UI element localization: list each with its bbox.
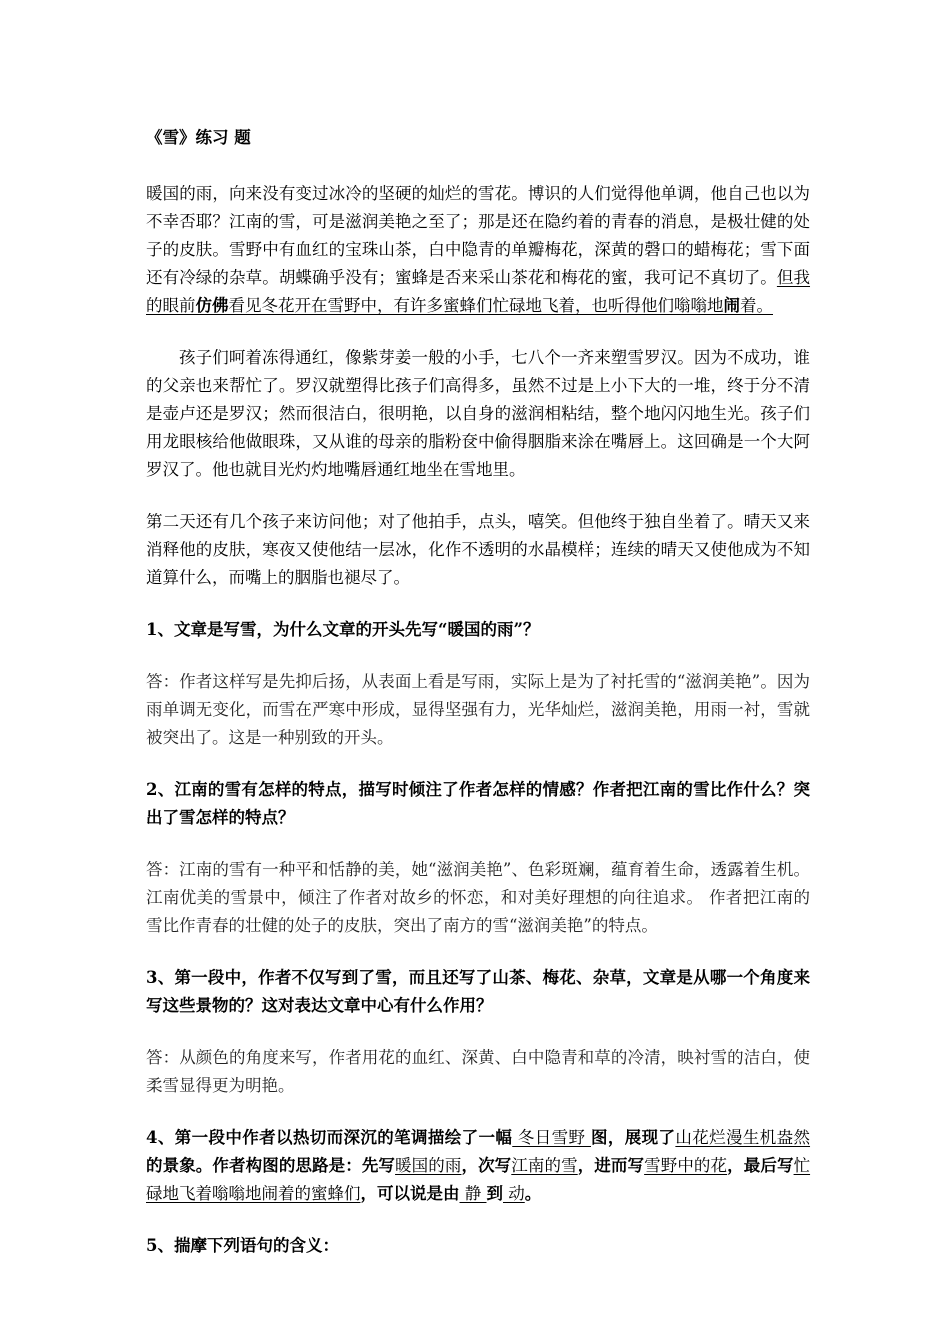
passage-p1-bold-fangfu: 仿佛: [195, 296, 229, 315]
question-1: 1、文章是写雪，为什么文章的开头先写“暖国的雨”？: [146, 620, 540, 639]
q4-text-3: 的景象。作者构图的思路是：先写: [146, 1156, 396, 1175]
q4-fill-7: 静: [459, 1184, 487, 1203]
passage-p1-underlined-2: 看见冬花开在雪野中，有许多蜜蜂们忙碌地飞着，也听得他们嗡嗡地: [228, 296, 724, 315]
q4-text-5: ，进而写: [577, 1156, 645, 1175]
q4-text-8: 到: [486, 1184, 503, 1203]
passage-p1-bold-nao: 闹: [723, 296, 740, 315]
answer-1: 答：作者这样写是先抑后扬，从表面上看是写雨，实际上是为了衬托雪的“滋润美艳”。因为雨单调无变化，而雪在严寒中形成，显得坚强有力，光华灿烂，滋润美艳，用雨一衬，雪就被突出了。这是一种别致的开头。: [146, 672, 810, 747]
q4-fill-6: 忙碌地飞着嗡嗡地闹着的蜜蜂们: [146, 1156, 811, 1203]
q4-text-6: ，最后写: [727, 1156, 794, 1175]
q4-fill-5: 雪野中的花: [644, 1156, 728, 1175]
passage-paragraph-3: 第二天还有几个孩子来访问他；对了他拍手，点头，嘻笑。但他终于独自坐着了。晴天又来消释他的皮肤，寒夜又使他结一层冰，化作不透明的水晶模样；连续的晴天又使他成为不知道算什么，而嘴上的胭脂也褪尽了。: [146, 512, 810, 587]
q4-text-1: 4、第一段中作者以热切而深沉的笔调描绘了一幅: [146, 1128, 513, 1147]
passage-p1-underlined-1: 但我的眼前: [146, 268, 811, 315]
question-4: [146, 1124, 810, 1208]
q4-fill-4: 江南的雪: [511, 1156, 578, 1175]
question-3: 3、第一段中，作者不仅写到了雪，而且还写了山茶、梅花、杂草，文章是从哪一个角度来写这些景物的？这对表达文章中心有什么作用？: [146, 968, 810, 1015]
q4-text-7: ，可以说是由: [360, 1184, 460, 1203]
q4-fill-2: 山花烂漫生机盎然: [675, 1128, 811, 1147]
passage-p1-text: 暖国的雨，向来没有变过冰冷的坚硬的灿烂的雪花。博识的人们觉得他单调，他自己也以为不幸否耶？江南的雪，可是滋润美艳之至了；那是还在隐约着的青春的消息，是极壮健的处子的皮肤。雪野中有血红的宝珠山茶，白中隐青的单瓣梅花，深黄的磬口的蜡梅花；雪下面还有冷绿的杂草。胡蝶确乎没有；蜜蜂是否来采山茶花和梅花的蜜，我可记不真切了。: [146, 184, 810, 287]
q4-text-4: ，次写: [461, 1156, 512, 1175]
q4-fill-8: 动: [503, 1184, 525, 1203]
passage-paragraph-2: 孩子们呵着冻得通红，像紫芽姜一般的小手，七八个一齐来塑雪罗汉。因为不成功，谁的父亲也来帮忙了。罗汉就塑得比孩子们高得多，虽然不过是上小下大的一堆，终于分不清是壶卢还是罗汉；然而很洁白，很明艳，以自身的滋润相粘结，整个地闪闪地生光。孩子们用龙眼核给他做眼珠，又从谁的母亲的脂粉奁中偷得胭脂来涂在嘴唇上。这回确是一个大阿罗汉了。他也就目光灼灼地嘴唇通红地坐在雪地里。: [146, 348, 810, 479]
q4-text-9: 。: [524, 1184, 542, 1203]
answer-3: 答：从颜色的角度来写，作者用花的血红、深黄、白中隐青和草的冷清，映衬雪的洁白，使柔雪显得更为明艳。: [146, 1048, 810, 1095]
passage-p1-underlined-3: 着。: [740, 296, 773, 315]
answer-2: 答：江南的雪有一种平和恬静的美，她“滋润美艳”、色彩斑斓，蕴育着生命，透露着生机。 江南优美的雪景中，倾注了作者对故乡的怀恋，和对美好理想的向往追求。 作者把江南的雪比作青春的壮健的处子的皮肤，突出了南方的雪“滋润美艳”的特点。: [146, 860, 810, 935]
passage-paragraph-1: [146, 180, 810, 320]
q4-fill-3: 暖国的雨: [395, 1156, 462, 1175]
document-title: 《雪》练习 题: [146, 128, 251, 147]
document-body: [146, 124, 810, 1284]
question-5: 5、揣摩下列语句的含义：: [146, 1236, 339, 1255]
q4-text-2: 图，展现了: [591, 1128, 676, 1147]
question-2: 2、江南的雪有怎样的特点，描写时倾注了作者怎样的情感？作者把江南的雪比作什么？突出了雪怎样的特点？: [146, 780, 810, 827]
q4-fill-1: 冬日雪野: [512, 1128, 591, 1147]
